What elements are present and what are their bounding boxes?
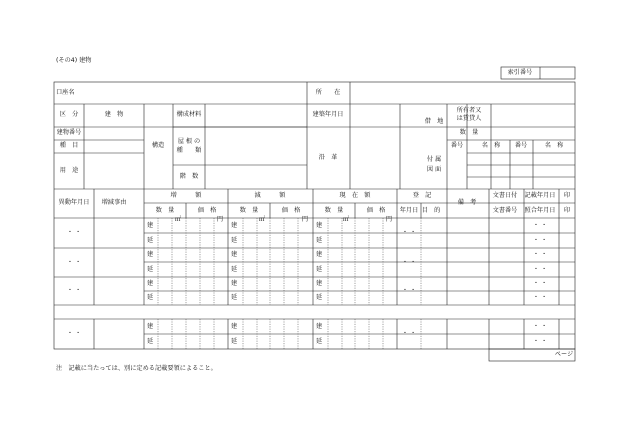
roof-type-label-1: 屋 根 の	[177, 137, 201, 145]
index-number-label: 索引番号	[507, 68, 533, 76]
structure-label: 構造	[151, 141, 165, 149]
entry-date-label: 記載年月日	[524, 191, 556, 199]
doc-number-label: 文書番号	[492, 206, 518, 214]
check-date-label: 照合年月日	[524, 206, 556, 214]
unit-yen: 円	[385, 215, 393, 223]
unit-yen: 円	[301, 215, 309, 223]
roof-type-label-2: 種 類	[176, 146, 202, 154]
change-date-dots: ・ ・	[66, 286, 82, 294]
building-row-label: 建	[316, 322, 323, 330]
quantity-label: 数 量	[459, 128, 479, 136]
building-row-label: 建	[316, 279, 323, 287]
classification-label: 区 分	[59, 110, 79, 118]
floor-area-row-label: 延	[231, 293, 238, 301]
check-date-dots: ・ ・	[532, 293, 548, 301]
entry-date-dots: ・ ・	[532, 279, 548, 287]
increase-price-label: 価 格	[197, 206, 217, 214]
registration-label: 登 記	[412, 191, 432, 199]
building-row-label: 建	[316, 221, 323, 229]
unit-m2: ㎡	[342, 215, 350, 223]
materials-label: 構成材料	[176, 110, 202, 118]
leased-land-label: 借 地	[424, 117, 444, 125]
change-date-dots: ・ ・	[66, 228, 82, 236]
floor-area-row-label: 延	[147, 337, 154, 345]
building-row-label: 建	[147, 279, 154, 287]
check-date-dots: ・ ・	[532, 337, 548, 345]
type-label: 種 目	[59, 141, 79, 149]
construction-date-label: 建築年月日	[312, 110, 344, 118]
floor-area-row-label: 延	[316, 293, 323, 301]
location-label: 所 在	[315, 88, 341, 96]
building-number-label: 建物番号	[56, 128, 82, 136]
building-row-label: 建	[231, 221, 238, 229]
decrease-count-label: 数 量	[239, 206, 259, 214]
footnote: 注 記載に当たっては、別に定める記載要領によること。	[56, 365, 217, 372]
building-row-label: 建	[147, 322, 154, 330]
entry-date-dots: ・ ・	[532, 250, 548, 258]
account-name-label: 口座名	[56, 88, 75, 96]
floor-area-row-label: 延	[147, 265, 154, 273]
check-date-dots: ・ ・	[532, 265, 548, 273]
seal-label-2: 印	[563, 206, 571, 214]
building-row-label: 建	[147, 221, 154, 229]
increase-label: 増 額	[170, 191, 202, 199]
number-label-1: 番号	[450, 141, 464, 149]
reg-date-label: 年月日	[399, 206, 419, 214]
check-date-dots: ・ ・	[532, 236, 548, 244]
decrease-price-label: 価 格	[281, 206, 301, 214]
building-row-label: 建	[147, 250, 154, 258]
decrease-label: 減 額	[254, 191, 286, 199]
reg-date-dots: ・ ・	[401, 329, 417, 337]
floor-area-row-label: 延	[147, 293, 154, 301]
unit-m2: ㎡	[258, 215, 266, 223]
reg-date-dots: ・ ・	[401, 258, 417, 266]
entry-date-dots: ・ ・	[532, 221, 548, 229]
name-label-1: 名 称	[481, 141, 501, 149]
remarks-label: 備 考	[457, 198, 477, 206]
number-label-2: 番号	[514, 141, 528, 149]
reg-date-dots: ・ ・	[401, 228, 417, 236]
floor-area-row-label: 延	[316, 337, 323, 345]
owner-lessor-label-1: 所有者又	[456, 106, 482, 114]
building-label: 建 物	[104, 110, 124, 118]
entry-date-dots: ・ ・	[532, 322, 548, 330]
reg-date-dots: ・ ・	[401, 286, 417, 294]
current-count-label: 数 量	[324, 206, 344, 214]
floor-area-row-label: 延	[316, 236, 323, 244]
form-title: (その4) 建物	[56, 57, 92, 64]
change-date-dots: ・ ・	[66, 329, 82, 337]
building-row-label: 建	[231, 250, 238, 258]
floors-label: 階 数	[179, 172, 199, 180]
floor-area-row-label: 延	[231, 265, 238, 273]
floor-area-row-label: 延	[231, 236, 238, 244]
floor-area-row-label: 延	[147, 236, 154, 244]
seal-label-1: 印	[563, 191, 571, 199]
page-label: ページ	[554, 350, 574, 358]
history-label: 沿 革	[318, 153, 338, 161]
floor-area-row-label: 延	[316, 265, 323, 273]
change-reason-label: 増減事由	[101, 198, 127, 206]
building-row-label: 建	[231, 279, 238, 287]
current-price-label: 価 格	[366, 206, 386, 214]
unit-yen: 円	[216, 215, 224, 223]
building-row-label: 建	[231, 322, 238, 330]
attached-drawing-label-1: 付 属	[426, 155, 442, 163]
owner-lessor-label-2: は賃貸人	[456, 114, 482, 122]
purpose-label: 目 的	[421, 206, 441, 214]
use-label: 用 途	[59, 166, 79, 174]
change-date-label: 異動年月日	[58, 198, 90, 206]
unit-m2: ㎡	[174, 215, 182, 223]
change-date-dots: ・ ・	[66, 258, 82, 266]
doc-date-label: 文書日付	[492, 191, 518, 199]
increase-count-label: 数 量	[155, 206, 175, 214]
current-amount-label: 現 在 額	[339, 191, 371, 199]
floor-area-row-label: 延	[231, 337, 238, 345]
attached-drawing-label-2: 図 面	[426, 165, 442, 173]
building-row-label: 建	[316, 250, 323, 258]
name-label-2: 名 称	[544, 141, 564, 149]
